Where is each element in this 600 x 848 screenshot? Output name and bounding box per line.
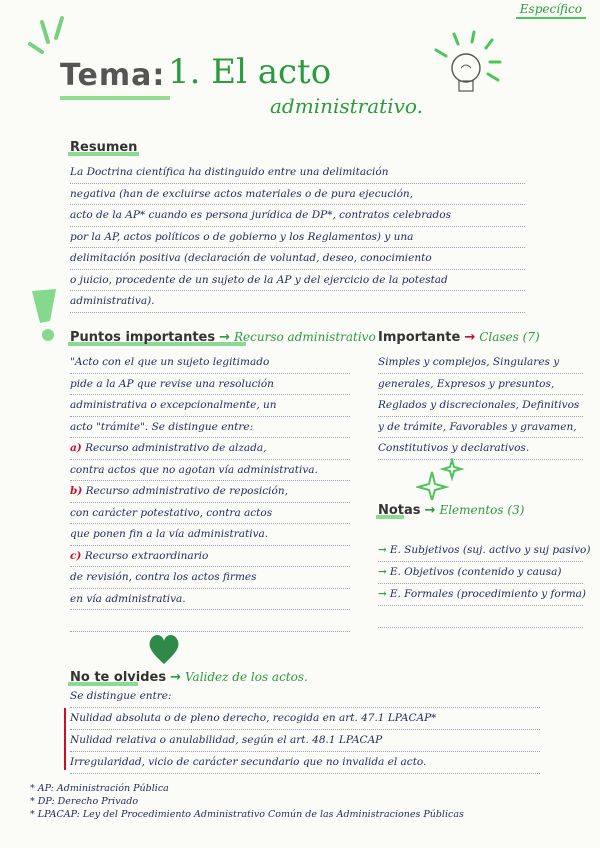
validez-red-bar [64, 708, 66, 770]
no-te-olvides-heading: No te olvides → Validez de los actos. [70, 670, 308, 685]
footnote: * DP: Derecho Privado [30, 796, 139, 807]
page-title [60, 52, 480, 122]
resumen-heading: Resumen [70, 140, 138, 155]
exclamation-icon [26, 285, 66, 345]
resumen-line: o juicio, procedente de un sujeto de la AP y del ejercicio de la potestad [70, 270, 525, 292]
lightbulb-icon [428, 30, 508, 100]
resumen-line: delimitación positiva (declaración de voluntad, deseo, conocimiento [70, 248, 525, 270]
puntos-heading: Puntos importantes → Recurso administrativo [70, 330, 376, 345]
heart-icon [147, 632, 181, 666]
title-subtitle: administrativo. [270, 94, 423, 118]
corner-label: Específico [516, 2, 586, 19]
importante-heading: Importante → Clases (7) [378, 330, 540, 345]
puntos-subheading: Recurso administrativo [234, 330, 376, 344]
title-tema: Tema: [60, 58, 166, 93]
notas-heading: Notas → Elementos (3) [378, 503, 525, 518]
title-main: 1. El acto [168, 52, 332, 92]
item-c-label: c) [70, 549, 82, 562]
list-item: → E. Objetivos (contenido y causa) [378, 562, 583, 584]
resumen-line: La Doctrina científica ha distinguido entre una delimitación [70, 162, 525, 184]
footnotes [30, 782, 464, 821]
list-item: Nulidad absoluta o de pleno derecho, recogida en art. 47.1 LPACAP* [70, 708, 540, 730]
no-te-olvides-subheading: Validez de los actos. [184, 670, 308, 684]
resumen-line: acto de la AP* cuando es persona jurídica de DP*, contratos celebrados [70, 205, 525, 227]
notas-subheading: Elementos (3) [439, 503, 525, 517]
puntos-text: "Acto con el que un sujeto legitimado pide a la AP que revise una resolución administrativa o excepcionalmente, un acto "trámite". Se distingue entre: a) Recurso administrativo de alzada, contra actos que no agotan vía administrativa. b) Recurso administrativo de reposición, con carácter potestativo, contra actos que ponen fin a la vía administrativa. c) Recurso extraordinario de revisión, contra los actos firmes en vía administrativa. [70, 352, 350, 632]
footnote: * LPACAP: Ley del Procedimiento Administrativo Común de las Administraciones Públicas [30, 809, 464, 820]
list-item: → E. Formales (procedimiento y forma) [378, 584, 583, 606]
importante-subheading: Clases (7) [479, 330, 540, 344]
list-item: Irregularidad, vicio de carácter secundario que no invalida el acto. [70, 752, 540, 774]
resumen-line: por la AP, actos políticos o de gobierno y los Reglamentos) y una [70, 227, 525, 249]
footnote: * AP: Administración Pública [30, 783, 169, 794]
importante-text: Simples y complejos, Singulares y generales, Expresos y presuntos, Reglados y discrecionales, Definitivos y de trámite, Favorables y gravamen, Constitutivos y declarativos. [378, 352, 583, 460]
resumen-line: administrativa). [70, 291, 525, 313]
validez-list [70, 686, 540, 774]
item-a-label: a) [70, 442, 82, 454]
validez-intro: Se distingue entre: [70, 686, 540, 708]
sparkle-lines-icon [22, 14, 72, 54]
title-highlight [60, 96, 170, 100]
notas-list [378, 540, 591, 628]
item-b-label: b) [70, 485, 83, 497]
list-item: Nulidad relativa o anulabilidad, según el art. 48.1 LPACAP [70, 730, 540, 752]
list-item: → E. Subjetivos (suj. activo y suj pasivo) [378, 540, 583, 562]
sparkle-icon [416, 458, 466, 500]
resumen-line: negativa (han de excluirse actos materiales o de pura ejecución, [70, 184, 525, 206]
resumen-text [70, 162, 525, 313]
